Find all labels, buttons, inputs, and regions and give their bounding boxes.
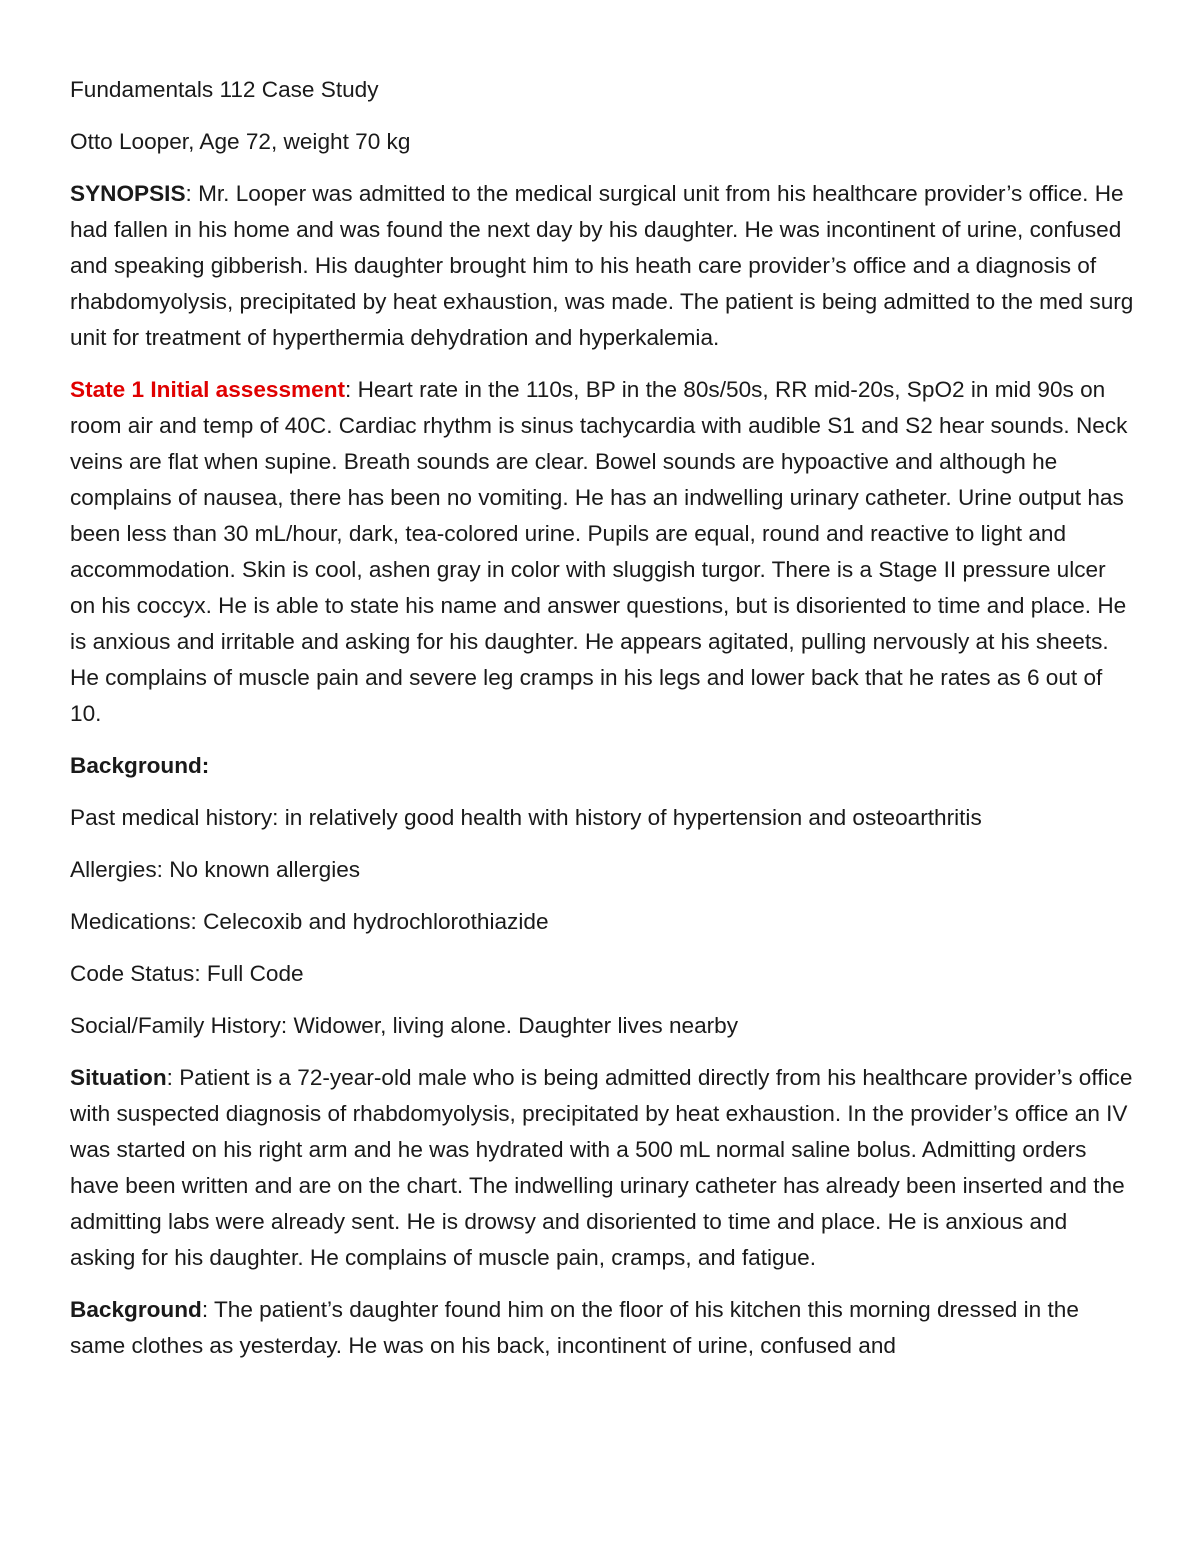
background2-label: Background	[70, 1297, 202, 1322]
synopsis-text: : Mr. Looper was admitted to the medical surgical unit from his healthcare provider’s office. He had fallen in his home and was found the next day by his daughter. He was incontinent of urine, confused and speaking gibberish. His daughter brought him to his heath care provider’s office and a diagnosis of rhabdomyolysis, precipitated by heat exhaustion, was made. The patient is being admitted to the med surg unit for treatment of hyperthermia dehydration and hyperkalemia.	[70, 181, 1134, 350]
patient-line: Otto Looper, Age 72, weight 70 kg	[70, 129, 411, 154]
background-heading: Background:	[70, 753, 210, 778]
social-history: Social/Family History: Widower, living alone. Daughter lives nearby	[70, 1013, 739, 1038]
past-medical-history: Past medical history: in relatively good health with history of hypertension and osteoarthritis	[70, 805, 982, 830]
document-title: Fundamentals 112 Case Study	[70, 77, 379, 102]
background2-paragraph	[70, 1292, 1135, 1364]
situation-label: Situation	[70, 1065, 167, 1090]
state1-paragraph	[70, 372, 1135, 732]
medications: Medications: Celecoxib and hydrochlorothiazide	[70, 909, 549, 934]
synopsis-label: SYNOPSIS	[70, 181, 186, 206]
state1-label: State 1 Initial assessment	[70, 377, 346, 402]
background2-text: : The patient’s daughter found him on the floor of his kitchen this morning dressed in the same clothes as yesterday. He was on his back, incontinent of urine, confused and	[70, 1297, 1079, 1358]
synopsis-paragraph	[70, 176, 1135, 356]
allergies: Allergies: No known allergies	[70, 857, 361, 882]
code-status: Code Status: Full Code	[70, 961, 304, 986]
state1-text: : Heart rate in the 110s, BP in the 80s/50s, RR mid-20s, SpO2 in mid 90s on room air and temp of 40C. Cardiac rhythm is sinus tachycardia with audible S1 and S2 hear sounds. Neck veins are flat when supine. Breath sounds are clear. Bowel sounds are hypoactive and although he complains of nausea, there has been no vomiting. He has an indwelling urinary catheter. Urine output has been less than 30 mL/hour, dark, tea-colored urine. Pupils are equal, round and reactive to light and accommodation. Skin is cool, ashen gray in color with sluggish turgor. There is a Stage II pressure ulcer on his coccyx. He is able to state his name and answer questions, but is disoriented to time and place. He is anxious and irritable and asking for his daughter. He appears agitated, pulling nervously at his sheets. He complains of muscle pain and severe leg cramps in his legs and lower back that he rates as 6 out of 10.	[70, 377, 1128, 726]
situation-paragraph	[70, 1060, 1135, 1276]
situation-text: : Patient is a 72-year-old male who is being admitted directly from his healthcare provider’s office with suspected diagnosis of rhabdomyolysis, precipitated by heat exhaustion. In the provider’s office an IV was started on his right arm and he was hydrated with a 500 mL normal saline bolus. Admitting orders have been written and are on the chart. The indwelling urinary catheter has already been inserted and the admitting labs were already sent. He is drowsy and disoriented to time and place. He is anxious and asking for his daughter. He complains of muscle pain, cramps, and fatigue.	[70, 1065, 1133, 1270]
document-page	[70, 72, 1135, 1380]
